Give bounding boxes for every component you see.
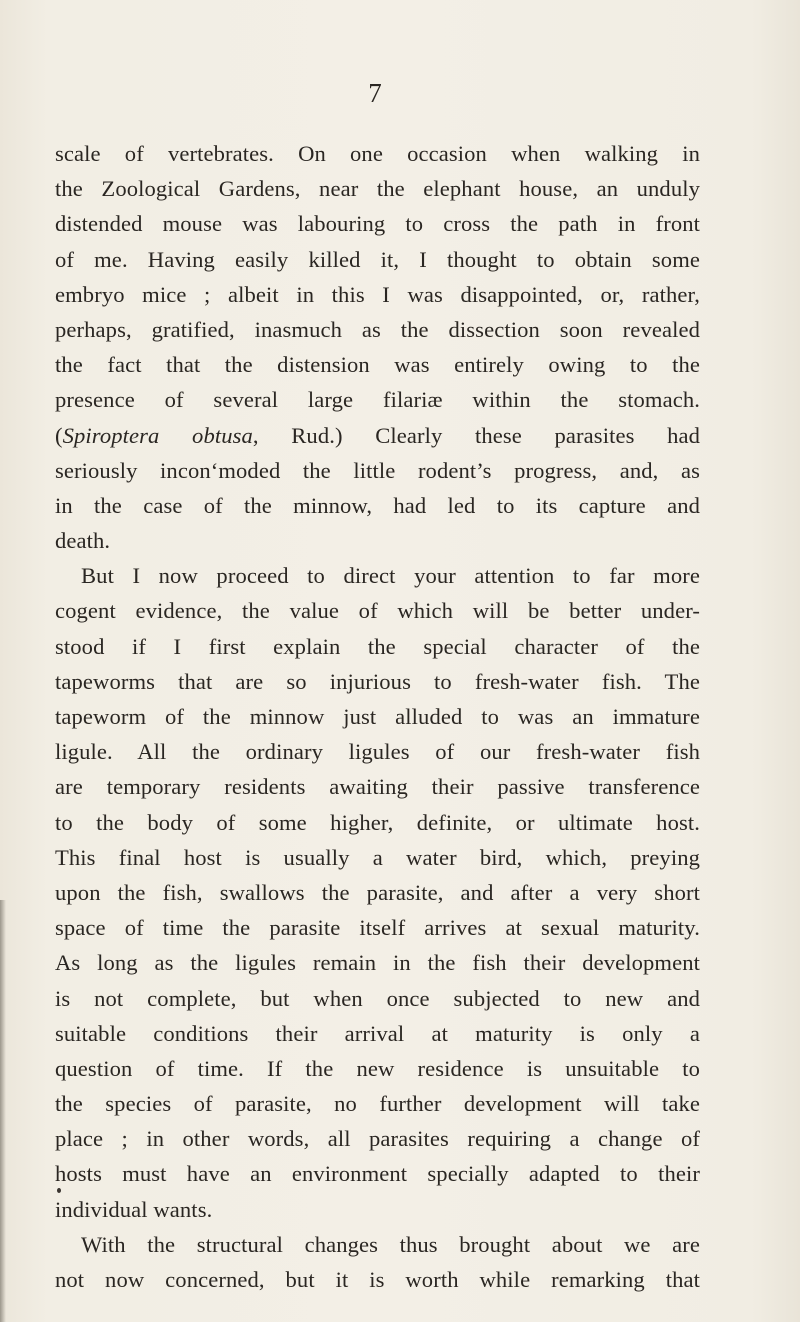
text-line: perhaps, gratified, inasmuch as the dissection soon revealed [55,316,700,342]
text-line: tapeworm of the minnow just alluded to was an immature [55,704,700,729]
text-line: As long as the ligules remain in the fish their development [55,950,700,976]
text-line: are temporary residents awaiting their passive transference [55,774,700,800]
text-line: stood if I first explain the special character of the [55,633,700,659]
text-line: hosts must have an environment specially adapted to their [55,1161,700,1187]
text-line: This final host is usually a water bird, which, preying [55,844,700,870]
text-line: (Spiroptera obtusa, Rud.) Clearly these parasites had [55,422,700,448]
page-number: 7 [368,78,382,108]
paragraph [55,558,700,1227]
page-edge-shadow [0,900,6,1322]
text-line: of me. Having easily killed it, I thought to obtain some [55,246,700,272]
text-line: the fact that the distension was entirely owing to the [55,352,700,378]
text-line: But I now proceed to direct your attention to far more [81,563,700,589]
text-line: presence of several large filariæ within the stomach. [55,387,700,413]
text-line: question of time. If the new residence is unsuitable to [55,1055,700,1081]
text-line: in the case of the minnow, had led to its capture and [55,492,700,518]
text-line: the species of parasite, no further development will take [55,1091,700,1117]
text-line: not now concerned, but it is worth while remarking that [55,1267,700,1292]
text-line: scale of vertebrates. On one occasion when walking in [55,141,700,166]
text-line: space of time the parasite itself arrives at sexual maturity. [55,915,700,941]
text-line: individual wants. [55,1196,213,1222]
text-line: distended mouse was labouring to cross the path in front [55,211,700,237]
paragraph [55,1227,700,1297]
text-line: suitable conditions their arrival at maturity is only a [55,1020,700,1046]
paragraph [55,136,700,558]
text-line: ligule. All the ordinary ligules of our fresh-water fish [55,739,700,765]
text-line: tapeworms that are so injurious to fresh-water fish. The [55,668,700,694]
text-line: to the body of some higher, definite, or ultimate host. [55,809,700,835]
text-line: death. [55,528,111,554]
species-name: Spiroptera obtusa [62,422,253,448]
text-line: With the structural changes thus brought about we are [81,1231,700,1257]
body-text [55,136,700,1297]
text-line: is not complete, but when once subjected to new and [55,985,700,1011]
text-line: the Zoological Gardens, near the elephant house, an unduly [55,176,700,202]
text-line: place ; in other words, all parasites requiring a change of [55,1126,700,1152]
text-line: embryo mice ; albeit in this I was disappointed, or, rather, [55,281,700,307]
text-line: cogent evidence, the value of which will be better under- [55,598,700,624]
text-line: upon the fish, swallows the parasite, and after a very short [55,879,700,905]
text-line: seriously incon‘moded the little rodent’s progress, and, as [55,457,700,483]
